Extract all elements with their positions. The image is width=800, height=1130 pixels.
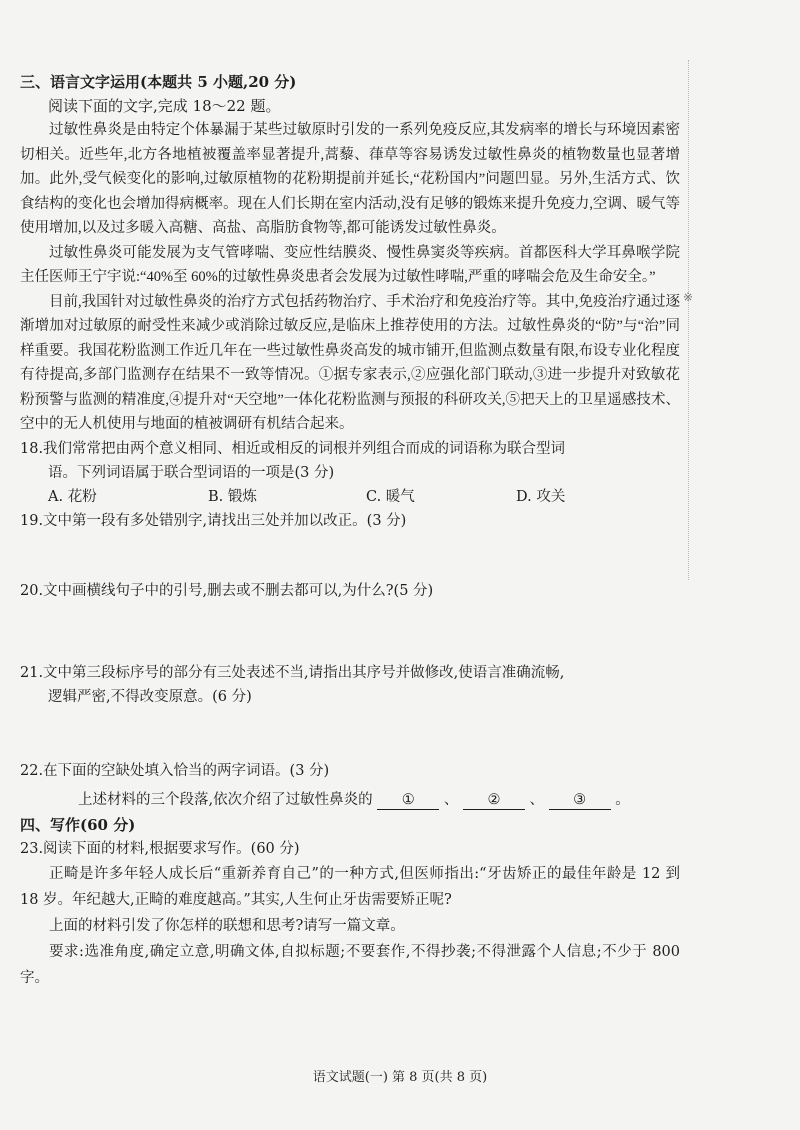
question-18-line2: 语。下列词语属于联合型词语的一项是(3 分) [48,464,335,481]
question-22: 22.在下面的空缺处填入恰当的两字词语。(3 分) [20,762,330,779]
option-a: A. 花粉 [48,488,97,505]
question-21-line2: 逻辑严密,不得改变原意。(6 分) [48,688,252,705]
binding-margin-line [688,60,689,580]
passage-paragraph-2: 过敏性鼻炎可能发展为支气管哮喘、变应性结膜炎、慢性鼻窦炎等疾病。首都医科大学耳鼻喉学院主任医师王宁宇说:“40%至 60%的过敏性鼻炎患者会发展为过敏性哮喘,严重的哮喘会危及生命安全。” [20,244,680,285]
blank-2[interactable]: ② [463,791,525,810]
essay-material-paragraph: 正畸是许多年轻人成长后“重新养育自己”的一种方式,但医师指出:“牙齿矫正的最佳年龄是 12 到 18 岁。年纪越大,正畸的难度越高。”其实,人生何止牙齿需要矫正呢? [20,865,680,908]
question-18-options [20,485,680,509]
binding-mark: ※ [683,290,694,304]
reading-passage [20,118,680,437]
fill-end: 。 [615,791,630,808]
answer-space-19 [20,533,680,579]
question-21 [20,661,680,709]
section-3-title: 三、语言文字运用(本题共 5 小题,20 分) [20,73,297,91]
question-23: 23.阅读下面的材料,根据要求写作。(60 分) [20,840,300,857]
blank-3[interactable]: ③ [549,791,611,810]
passage-paragraph-1: 过敏性鼻炎是由特定个体暴漏于某些过敏原时引发的一系列免疫反应,其发病率的增长与环境因素密切相关。近些年,北方各地植被覆盖率显著提升,蒿藜、葎草等容易诱发过敏性鼻炎的植物数量也显著增加。此外,受气候变化的影响,过敏原植物的花粉期提前并延长,“花粉国内”问题凹显。另外,生活方式、饮食结构的变化也会增加得病概率。现在人们长期在室内活动,没有足够的锻炼来提升免疫力,空调、暖气等使用增加,以及过多暖入高糖、高盐、高脂肪食物等,都可能诱发过敏性鼻炎。 [20,122,680,236]
answer-space-21 [20,709,680,759]
blank-separator: 、 [443,791,459,808]
essay-material [20,861,680,991]
essay-instruction: 上面的材料引发了你怎样的联想和思考?请写一篇文章。 [49,917,405,934]
question-18-line1: 18.我们常常把由两个意义相同、相近或相反的词根并列组合而成的词语称为联合型词 [20,440,566,457]
blank-separator: 、 [529,791,545,808]
essay-requirements: 要求:选准角度,确定立意,明确文体,自拟标题;不要套作,不得抄袭;不得泄露个人信息;不少于 800 字。 [20,943,680,986]
page-content [20,70,680,991]
fill-prefix: 上述材料的三个段落,依次介绍了过敏性鼻炎的 [78,791,373,808]
question-21-line1: 21.文中第三段标序号的部分有三处表述不当,请指出其序号并做修改,使语言准确流畅, [20,664,565,681]
question-20: 20.文中画横线句子中的引号,删去或不删去都可以,为什么?(5 分) [20,582,434,599]
section-3-intro: 阅读下面的文字,完成 18～22 题。 [48,97,281,115]
section-4-title: 四、写作(60 分) [20,815,136,834]
page-footer: 语文试题(一) 第 8 页(共 8 页) [312,1070,488,1085]
question-18 [20,437,680,485]
question-22-fill-sentence [20,787,680,813]
answer-space-20 [20,603,680,661]
option-d: D. 攻关 [516,488,566,505]
passage-paragraph-3: 目前,我国针对过敏性鼻炎的治疗方式包括药物治疗、手术治疗和免疫治疗等。其中,免疫治疗通过逐渐增加对过敏原的耐受性来减少或消除过敏反应,是临床上推荐使用的方法。过敏性鼻炎的“防”与“治”同样重要。我国花粉监测工作近几年在一些过敏性鼻炎高发的城市铺开,但监测点数量有限,布设专业化程度有待提高,多部门监测存在结果不一致等情况。①据专家表示,②应强化部门联动,③进一步提升对致敏花粉预警与监测的精准度,④提升对“天空地”一体化花粉监测与预报的科研攻关,⑤把天上的卫星遥感技术、空中的无人机使用与地面的植被调研有机结合起来。 [20,293,680,432]
blank-1[interactable]: ① [377,791,439,810]
question-19: 19.文中第一段有多处错别字,请找出三处并加以改正。(3 分) [20,512,407,529]
option-c: C. 暖气 [366,488,415,505]
option-b: B. 锻炼 [208,488,257,505]
